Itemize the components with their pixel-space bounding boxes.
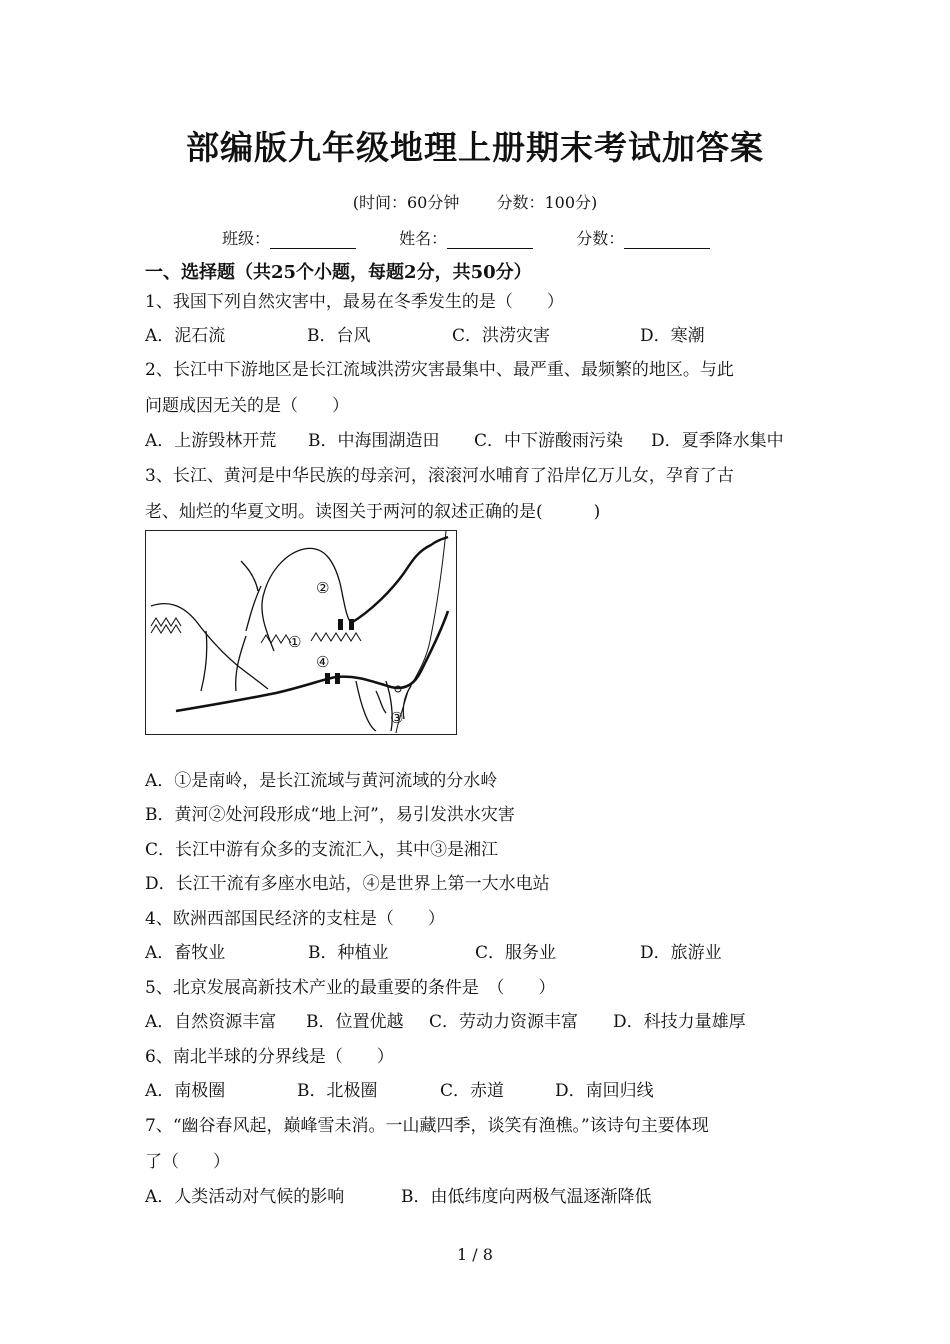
option-a: A．泥石流 (145, 326, 226, 346)
option-c: C．中下游酸雨污染 (474, 431, 624, 451)
question-1-options (145, 321, 705, 346)
option-d: D．寒潮 (640, 326, 705, 346)
class-field[interactable] (270, 232, 356, 249)
river-map-drawing (146, 531, 455, 733)
label-2: ② (316, 579, 330, 597)
tributary-4 (246, 586, 261, 631)
question-5-stem: 5、北京发展高新技术产业的最重要的条件是 （ ） (145, 978, 556, 998)
question-2-stem-cont: 问题成因无关的是（ ） (145, 396, 349, 416)
tributary-5 (241, 561, 258, 591)
option-d: D．科技力量雄厚 (613, 1012, 746, 1032)
name-label: 姓名： (399, 229, 448, 248)
yellow-river-lower (351, 537, 448, 623)
option-d: D．南回归线 (555, 1081, 654, 1101)
question-1-stem: 1、我国下列自然灾害中，最易在冬季发生的是（ ） (145, 292, 564, 312)
class-label: 班级： (222, 229, 271, 248)
score-field[interactable] (624, 232, 710, 249)
river-map (145, 530, 457, 735)
option-b: B．北极圈 (297, 1081, 378, 1101)
name-field[interactable] (447, 232, 533, 249)
option-d: D．旅游业 (640, 943, 722, 963)
question-2-stem: 2、长江中下游地区是长江流域洪涝灾害最集中、最严重、最频繁的地区。与此 (145, 360, 734, 380)
question-5-options (145, 1007, 746, 1032)
question-2-options (145, 426, 784, 451)
question-3-stem-cont: 老、灿烂的华夏文明。读图关于两河的叙述正确的是( ) (145, 502, 601, 522)
option-b: B．由低纬度向两极气温逐渐降低 (401, 1187, 652, 1207)
question-3-option-d: D．长江干流有多座水电站，④是世界上第一大水电站 (145, 874, 550, 894)
dam-symbols (325, 619, 354, 684)
mountain-symbols (151, 618, 361, 643)
tributary-3 (236, 636, 246, 691)
student-info (222, 226, 748, 249)
question-3-option-c: C．长江中游有众多的支流汇入，其中③是湘江 (145, 840, 499, 860)
exam-score: 分数：100分) (496, 193, 598, 212)
tributary-2 (201, 631, 207, 691)
option-b: B．位置优越 (306, 1012, 404, 1032)
question-3-option-b: B．黄河②处河段形成“地上河”，易引发洪水灾害 (145, 805, 515, 825)
option-c: C．劳动力资源丰富 (429, 1012, 579, 1032)
tributary-6 (356, 681, 376, 731)
label-4: ④ (316, 653, 330, 671)
page-number: 1 / 8 (457, 1245, 493, 1264)
option-a: A．南极圈 (145, 1081, 226, 1101)
tributary-8 (376, 691, 386, 713)
score-label: 分数： (576, 229, 625, 248)
option-c: C．洪涝灾害 (452, 326, 551, 346)
option-a: A．自然资源丰富 (145, 1012, 277, 1032)
page-title: 部编版九年级地理上册期末考试加答案 (186, 128, 764, 167)
option-b: B．中海围湖造田 (308, 431, 440, 451)
question-4-stem: 4、欧洲西部国民经济的支柱是（ ） (145, 909, 445, 929)
section-heading: 一、选择题（共25个小题，每题2分，共50分） (145, 262, 532, 283)
option-c: C．赤道 (440, 1081, 505, 1101)
label-3: ③ (390, 709, 404, 727)
question-7-options (145, 1182, 652, 1207)
exam-time: (时间：60分钟 (352, 193, 460, 212)
option-b: B．台风 (307, 326, 371, 346)
question-6-stem: 6、南北半球的分界线是（ ） (145, 1047, 394, 1067)
question-7-stem: 7、“幽谷春风起，巅峰雪未消。一山藏四季，谈笑有渔樵。”该诗句主要体现 (145, 1116, 709, 1136)
option-a: A．人类活动对气候的影响 (145, 1187, 345, 1207)
yangtze-river (176, 611, 448, 711)
exam-meta (0, 190, 950, 213)
question-3-option-a: A．①是南岭，是长江流域与黄河流域的分水岭 (145, 771, 498, 791)
label-1: ① (288, 633, 302, 651)
option-c: C．服务业 (475, 943, 557, 963)
question-4-options (145, 938, 722, 963)
question-7-stem-cont: 了（ ） (145, 1152, 230, 1172)
option-b: B．种植业 (308, 943, 389, 963)
question-6-options (145, 1076, 654, 1101)
question-3-stem: 3、长江、黄河是中华民族的母亲河，滚滚河水哺育了沿岸亿万儿女，孕育了古 (145, 466, 734, 486)
option-d: D．夏季降水集中 (651, 431, 784, 451)
option-a: A．上游毁林开荒 (145, 431, 277, 451)
option-a: A．畜牧业 (145, 943, 226, 963)
